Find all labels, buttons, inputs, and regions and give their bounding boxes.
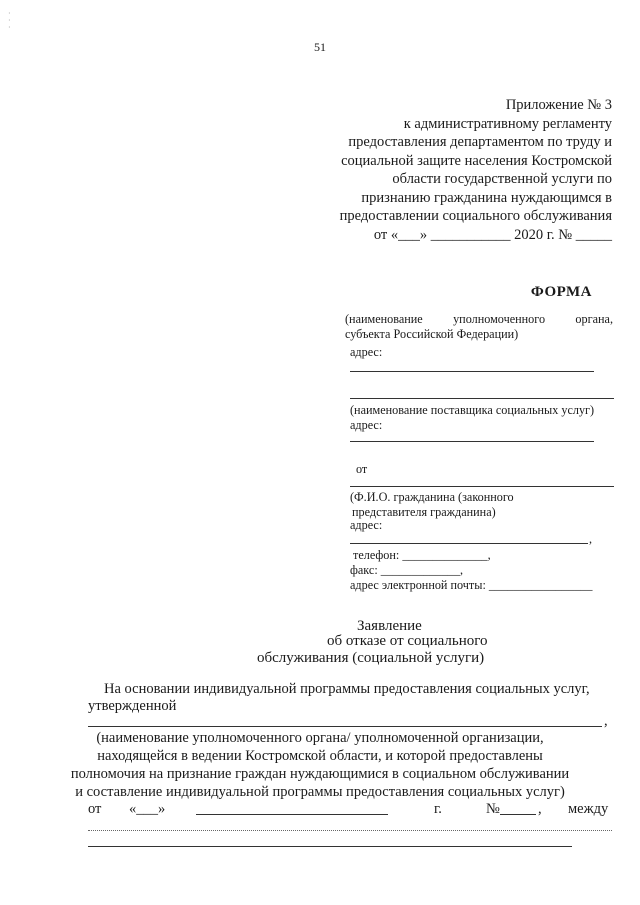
provider-name-line[interactable] [350,398,614,399]
body-paragraph-2: утвержденной [88,698,177,714]
recipient-authority [345,312,613,342]
margin-mark: · · · [8,9,11,32]
provider-caption: (наименование поставщика социальных услуг) [350,403,595,417]
address-label-2: адрес: [350,418,383,432]
authority-name-caption: (наименование уполномоченного органа, [345,312,613,326]
address-line-1[interactable] [350,371,594,372]
faint-dotted-line [88,830,612,831]
note-line: (наименование уполномоченного органа/ уполномоченной организации, [96,730,544,746]
date-month-line[interactable] [196,814,388,815]
citizen-name-line[interactable] [350,486,614,487]
citizen-caption: (Ф.И.О. гражданина (законного [350,490,514,504]
appendix-line: предоставлении социального обслуживания [339,208,612,224]
doc-title-3: обслуживания (социальной услуги) [257,650,485,666]
year-suffix: г. [434,801,442,817]
between-label: между [568,801,609,817]
authority-name-caption-2: субъекта Российской Федерации) [345,327,519,341]
date-from-label: от [88,801,102,817]
date-day-field[interactable]: «___» [129,801,166,817]
doc-title: Заявление [357,618,422,634]
number-comma: , [538,801,542,817]
phone-field[interactable]: телефон: ______________, [353,548,491,562]
address-label-1: адрес: [350,345,383,359]
note-line: и составление индивидуальной программы предоставления социальных услуг) [75,784,565,800]
page-number: 51 [314,40,326,54]
authority-fill-line[interactable] [88,726,602,727]
appendix-line: от «___» ___________ 2020 г. № _____ [373,226,612,243]
fill-comma: , [604,713,608,729]
appendix-header [340,96,612,244]
body-paragraph: На основании индивидуальной программы предоставления социальных услуг, [104,681,590,697]
number-sign: № [486,801,500,817]
address-line-2[interactable] [350,441,594,442]
appendix-line: Приложение № 3 [505,97,612,113]
appendix-line: к административному регламенту [403,115,612,132]
fax-field[interactable]: факс: _____________, [350,563,464,577]
form-label: ФОРМА [530,284,592,300]
appendix-line: признанию гражданина нуждающимся в [361,189,612,206]
appendix-line: социальной защите населения Костромской [341,152,612,169]
email-field[interactable]: адрес электронной почты: _________________ [350,578,593,592]
from-label: от [356,462,368,476]
authority-note [60,729,580,801]
citizen-caption-2: представителя гражданина) [352,505,496,519]
doc-title-2: об отказе от социального [327,633,488,649]
note-line: находящейся в ведении Костромской области, и которой предоставлены [97,748,543,764]
number-line[interactable] [500,814,536,815]
address-line-3[interactable] [350,543,588,544]
appendix-line: предоставления департаментом по труду и [348,134,612,150]
address-label-3: адрес: [350,518,383,532]
appendix-line: области государственной услуги по [392,171,612,187]
parties-fill-line[interactable] [88,846,572,847]
address-comma: , [589,532,593,546]
note-line: полномочия на признание граждан нуждающимися в социальном обслуживании [70,766,570,782]
